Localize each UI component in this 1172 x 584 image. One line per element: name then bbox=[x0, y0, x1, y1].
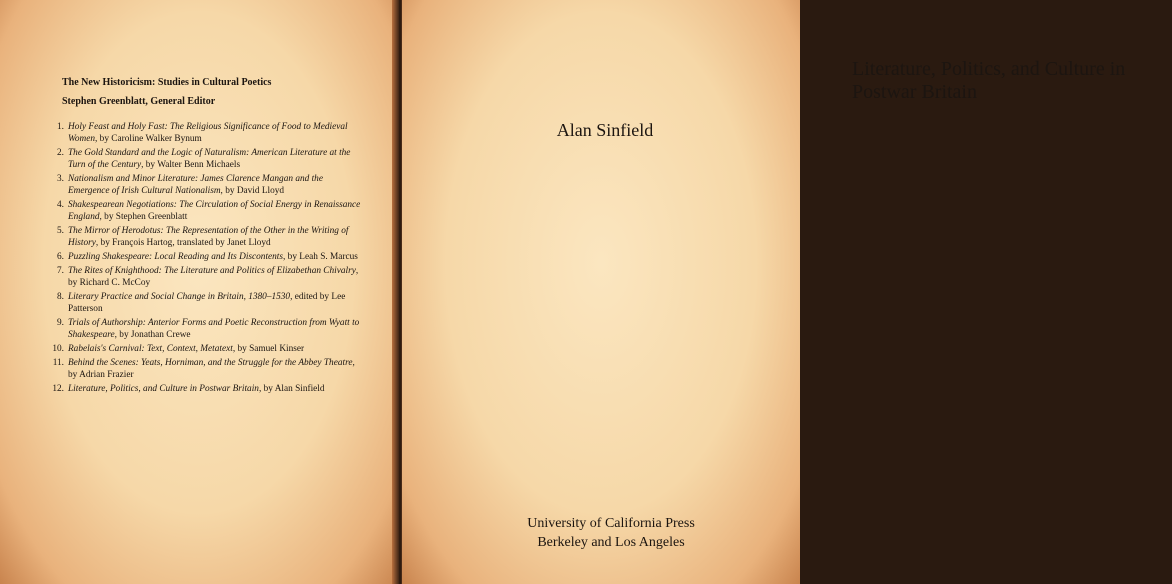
series-title: The New Historicism: Studies in Cultural Poetics bbox=[62, 77, 272, 88]
book-entry-credit: , by Walter Benn Michaels bbox=[141, 160, 241, 171]
book-entry bbox=[68, 225, 364, 249]
book-title: Literature, Politics, and Culture in Postwar Britain bbox=[852, 58, 1126, 103]
book-entry-title: Nationalism and Minor Literature: James Clarence Mangan and the Emergence of Irish Cultural Nationalism bbox=[68, 174, 323, 197]
book-number: 12. bbox=[52, 383, 64, 394]
book-entry-credit: , by Richard C. McCoy bbox=[68, 265, 359, 288]
book-entry-credit: , by David Lloyd bbox=[220, 186, 285, 197]
book-entry bbox=[68, 147, 364, 171]
publisher-imprint bbox=[402, 514, 800, 552]
book-entry-credit: , by Jonathan Crewe bbox=[114, 330, 191, 340]
book-entry bbox=[68, 343, 364, 355]
book-entry-credit: , by Alan Sinfield bbox=[258, 383, 325, 394]
book-entry bbox=[68, 383, 364, 395]
book-number: 5. bbox=[57, 226, 64, 236]
book-entry-title: Behind the Scenes: Yeats, Horniman, and the Struggle for the Abbey Theatre bbox=[68, 357, 353, 368]
book-entry-credit: , by Adrian Frazier bbox=[68, 357, 355, 380]
book-entry-credit: , by François Hartog, translated by Janet Lloyd bbox=[95, 238, 271, 249]
book-entry bbox=[68, 265, 364, 289]
right-page bbox=[402, 0, 1126, 584]
book-list-item bbox=[44, 383, 364, 395]
book-entry-credit: , by Samuel Kinser bbox=[232, 343, 305, 354]
book-entry bbox=[68, 357, 364, 381]
book-entry-title: Shakespearean Negotiations: The Circulation of Social Energy in Renaissance England bbox=[68, 200, 361, 223]
publisher-location: Berkeley and Los Angeles bbox=[537, 535, 685, 550]
book-entry-credit: , by Caroline Walker Bynum bbox=[95, 134, 202, 145]
book-entry bbox=[68, 251, 364, 263]
book-number: 11. bbox=[52, 357, 64, 368]
book-entry-title: The Gold Standard and the Logic of Naturalism: American Literature at the Turn of the Century bbox=[68, 148, 351, 171]
book-author: Alan Sinfield bbox=[556, 120, 654, 140]
book-number: 1. bbox=[57, 122, 64, 132]
book-list-item bbox=[44, 291, 364, 315]
book-entry bbox=[68, 317, 364, 341]
book-entry-title: Holy Feast and Holy Fast: The Religious Significance of Food to Medieval Women bbox=[68, 122, 348, 145]
book-number: 4. bbox=[57, 200, 64, 210]
publisher-name: University of California Press bbox=[527, 516, 695, 531]
series-book-list bbox=[44, 121, 364, 396]
book-number: 6. bbox=[57, 252, 64, 262]
book-entry-title: The Mirror of Herodotus: The Representation of the Other in the Writing of History bbox=[68, 226, 349, 249]
book-list-item bbox=[44, 265, 364, 289]
book-entry bbox=[68, 199, 364, 223]
book-entry-credit: , edited by Lee Patterson bbox=[68, 291, 346, 314]
book-entry-title: Puzzling Shakespeare: Local Reading and Its Discontents bbox=[68, 252, 284, 262]
book-list-item bbox=[44, 357, 364, 381]
book-entry-title: Literary Practice and Social Change in Britain, 1380–1530 bbox=[68, 291, 291, 302]
left-page bbox=[0, 0, 398, 584]
book-entry-title: The Rites of Knighthood: The Literature and Politics of Elizabethan Chivalry bbox=[68, 265, 356, 276]
book-list-item bbox=[44, 147, 364, 171]
book-entry bbox=[68, 291, 364, 315]
book-list-item bbox=[44, 225, 364, 249]
book-list-item bbox=[44, 343, 364, 355]
book-entry-title: Literature, Politics, and Culture in Postwar Britain bbox=[68, 383, 259, 394]
book-entry bbox=[68, 121, 364, 145]
book-entry-title: Trials of Authorship: Anterior Forms and Poetic Reconstruction from Wyatt to Shakespeare bbox=[68, 317, 360, 340]
book-list-item bbox=[44, 199, 364, 223]
series-editor: Stephen Greenblatt, General Editor bbox=[62, 96, 216, 107]
book-number: 9. bbox=[57, 317, 64, 328]
book-number: 2. bbox=[57, 148, 64, 158]
book-entry-title: Rabelais's Carnival: Text, Context, Metatext bbox=[68, 343, 233, 354]
book-number: 3. bbox=[57, 174, 64, 184]
book-list-item bbox=[44, 121, 364, 145]
book-list-item bbox=[44, 251, 364, 263]
book-number: 10. bbox=[52, 343, 64, 354]
book-number: 8. bbox=[57, 291, 64, 302]
book-entry bbox=[68, 173, 364, 197]
book-list-item bbox=[44, 173, 364, 197]
book-entry-credit: , by Stephen Greenblatt bbox=[99, 212, 188, 223]
book-list-item bbox=[44, 317, 364, 341]
book-number: 7. bbox=[57, 265, 64, 276]
book-entry-credit: , by Leah S. Marcus bbox=[283, 252, 358, 262]
